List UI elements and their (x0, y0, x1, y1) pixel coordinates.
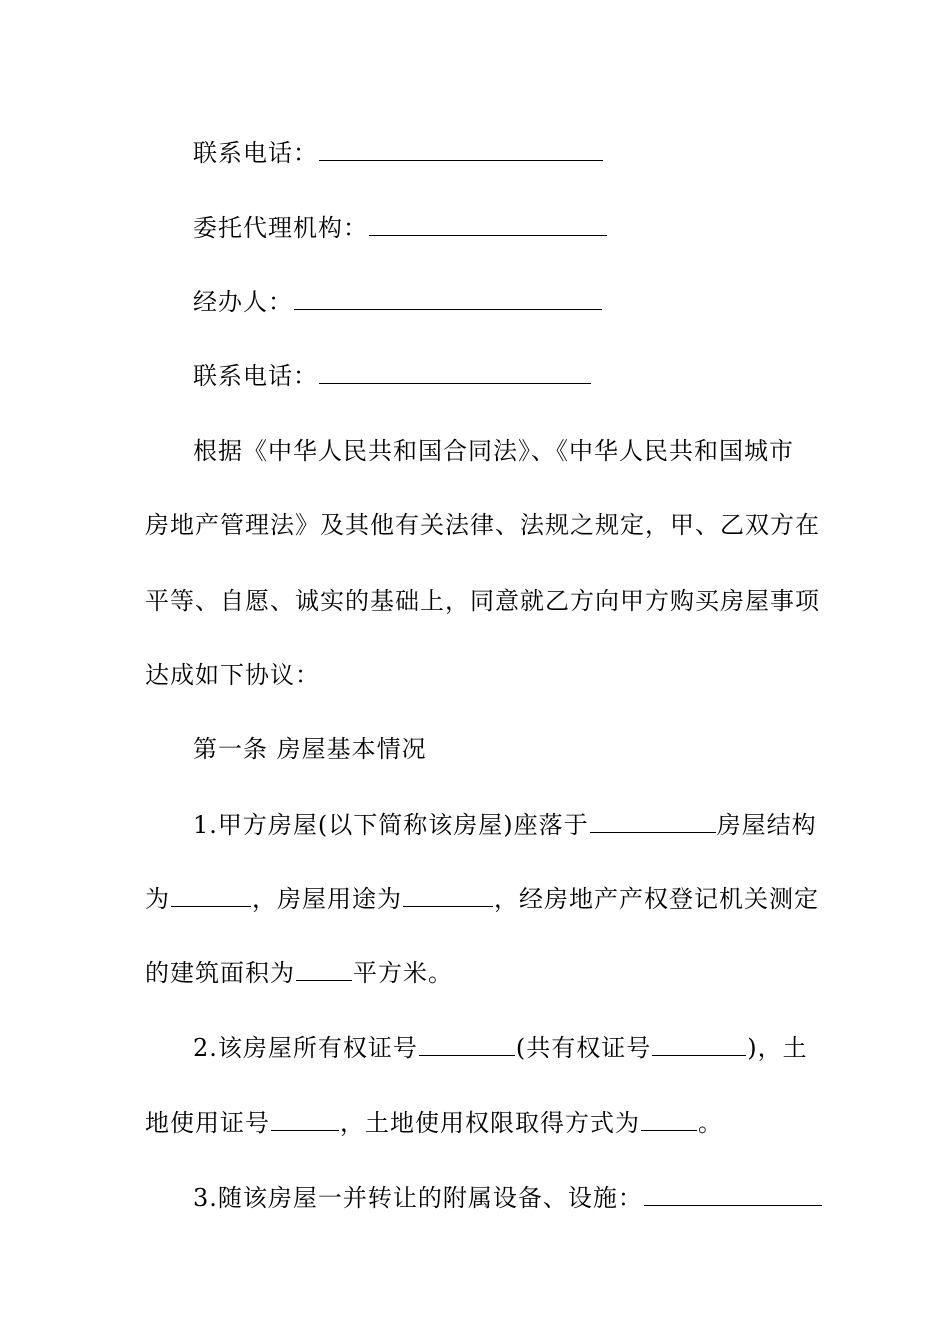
item-3-line-1 (193, 1182, 823, 1214)
contact-phone-field-1 (193, 137, 604, 169)
item-2-text-d: 地使用证号 (145, 1109, 270, 1137)
contact-phone-blank-2[interactable] (319, 361, 591, 384)
item-2-text-c: )，土 (747, 1034, 808, 1062)
agency-field (193, 212, 608, 244)
contact-phone-label-1: 联系电话： (193, 139, 318, 167)
land-cert-blank[interactable] (271, 1108, 339, 1131)
ownership-cert-blank[interactable] (419, 1033, 515, 1056)
handler-field (193, 286, 603, 318)
preamble-line-1: 根据《中华人民共和国合同法》、《中华人民共和国城市 (193, 437, 794, 465)
item-3-text-a: 3.随该房屋一并转让的附属设备、设施： (193, 1184, 643, 1212)
item-2-text-a: 2.该房屋所有权证号 (193, 1034, 418, 1062)
item-1-text-a: 1.甲方房屋(以下简称该房屋)座落于 (193, 811, 589, 839)
item-2-line-1 (193, 1032, 808, 1064)
item-1-text-f: 的建筑面积为 (145, 959, 295, 987)
preamble-line-3: 平等、自愿、诚实的基础上，同意就乙方向甲方购买房屋事项 (145, 587, 820, 615)
item-2-text-e: ，土地使用权限取得方式为 (340, 1109, 640, 1137)
item-1-text-e: ，经房地产产权登记机关测定 (494, 885, 819, 913)
item-2-text-b: (共有权证号 (515, 1034, 652, 1062)
contact-phone-field-2 (193, 360, 592, 392)
handler-blank[interactable] (294, 287, 602, 310)
preamble-line-4: 达成如下协议： (145, 661, 320, 689)
item-1-line-2 (145, 883, 819, 915)
land-acquisition-blank[interactable] (641, 1108, 697, 1131)
article-1-heading: 第一条 房屋基本情况 (193, 735, 427, 763)
item-2-text-f: 。 (698, 1109, 723, 1137)
co-ownership-cert-blank[interactable] (652, 1033, 746, 1056)
contact-phone-label-2: 联系电话： (193, 362, 318, 390)
item-1-text-b: 房屋结构 (716, 811, 817, 839)
preamble-line-2: 房地产管理法》及其他有关法律、法规之规定，甲、乙双方在 (145, 511, 820, 539)
contact-phone-blank-1[interactable] (319, 138, 603, 161)
item-2-line-2 (145, 1107, 723, 1139)
structure-blank[interactable] (171, 884, 251, 907)
item-1-text-g: 平方米。 (353, 959, 453, 987)
item-1-line-3 (145, 957, 453, 989)
item-1-line-1 (193, 809, 817, 841)
item-1-text-d: ，房屋用途为 (252, 885, 402, 913)
usage-blank[interactable] (403, 884, 493, 907)
item-1-text-c: 为 (145, 885, 170, 913)
location-blank[interactable] (590, 810, 716, 833)
area-blank[interactable] (296, 958, 352, 981)
attached-facilities-blank[interactable] (644, 1183, 822, 1206)
agency-label: 委托代理机构： (193, 214, 368, 242)
agency-blank[interactable] (369, 213, 607, 236)
handler-label: 经办人： (193, 288, 293, 316)
